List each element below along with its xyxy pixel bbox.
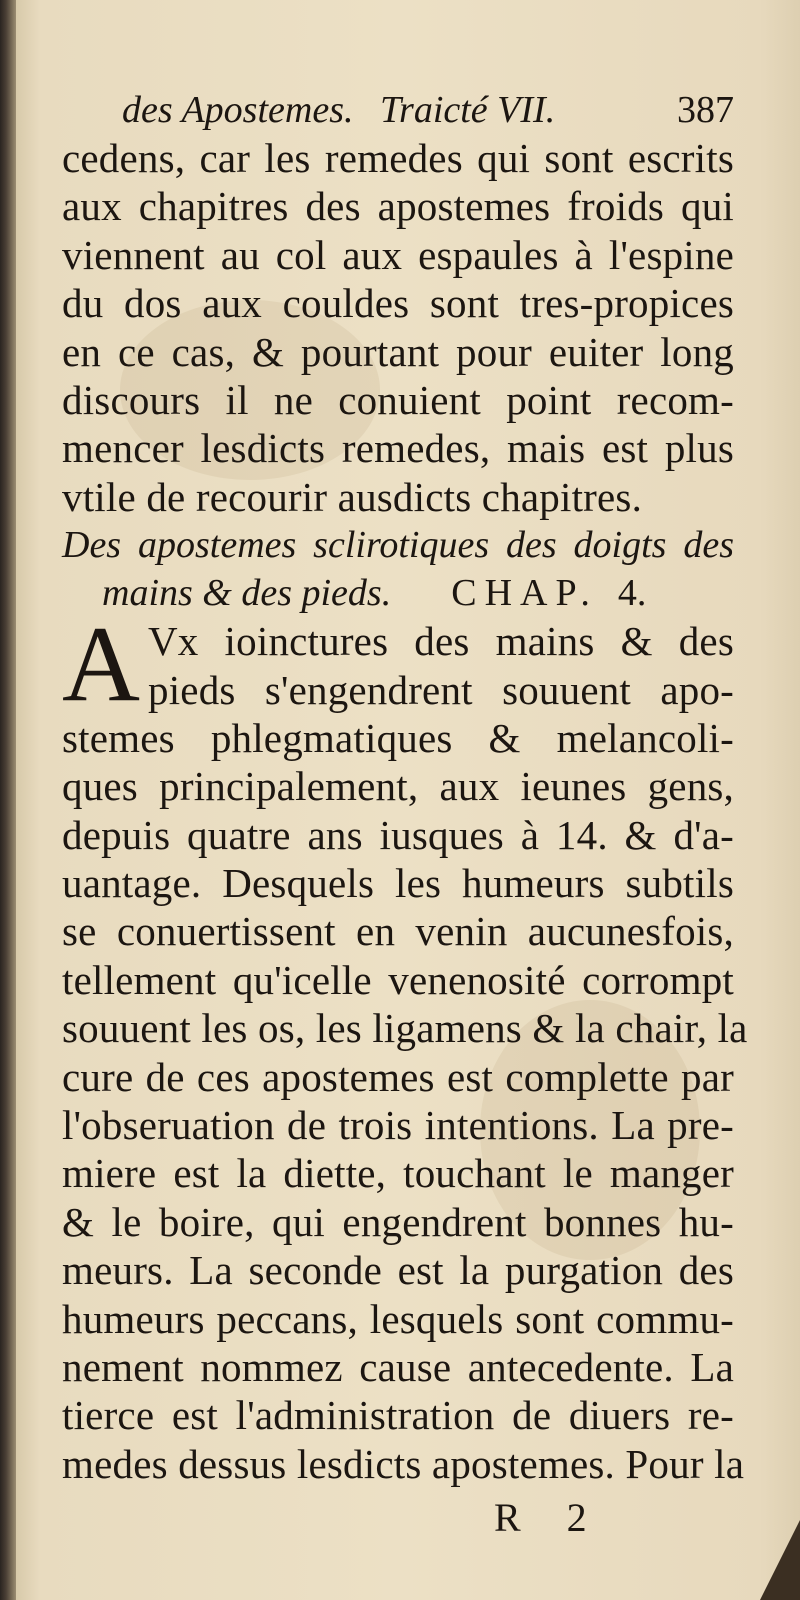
text-line: tierce est l'administration de diuers re- [62,1392,734,1439]
text-line: depuis quatre ans iusques à 14. & d'a- [62,811,734,858]
chapter-heading-text: mains & des pieds. [102,572,392,615]
page-number: 387 [677,89,734,131]
running-head-title: Traicté VII. [380,89,556,131]
text-line: ques principalement, aux ieunes gens, [62,763,734,810]
page-corner-shadow [760,1520,800,1600]
text-line: stemes phlegmatiques & melancoli- [62,714,734,761]
paragraph-chapter-4 [62,605,748,1488]
drop-cap: A [62,605,140,725]
text-line: medes dessus lesdicts apostemes. Pour la [62,1440,745,1487]
signature-mark: R 2 [494,1495,605,1540]
text-line: du dos aux couldes sont tres-propices [62,280,734,327]
chapter-heading-line [62,569,734,617]
text-line: aux chapitres des apostemes froids qui [62,183,734,230]
text-line: en ce cas, & pourtant pour euiter long [62,328,734,375]
chapter-number: 4. [617,572,647,615]
text-line: humeurs peccans, lesquels sont commu- [62,1295,734,1342]
chapter-label: CHAP. [451,572,598,615]
text-line: se conuertissent en venin aucunesfois, [62,908,734,955]
text-line: cedens, car les remedes qui sont escrits [62,135,734,181]
text-line: vtile de recourir ausdicts chapitres. [62,473,643,520]
text-line: l'obseruation de trois intentions. La pre- [62,1102,734,1149]
text-line: pieds s'engendrent souuent apo- [148,666,734,713]
text-line: souuent les os, les ligamens & la chair, la [62,1005,748,1052]
text-line: Vx ioinctures des mains & des [148,618,734,665]
text-block [62,86,748,1488]
running-head [62,86,734,134]
text-line: meurs. La seconde est la purgation des [62,1247,734,1294]
chapter-heading [62,521,734,617]
text-line: uantage. Desquels les humeurs subtils [62,860,734,907]
text-line: nement nommez cause antecedente. La [62,1343,734,1390]
chapter-heading-line: Des apostemes sclirotiques des doigts des [62,524,734,567]
running-head-left: des Apostemes. [122,89,354,131]
text-line: cure de ces apostemes est complette par [62,1053,734,1100]
text-line: & le boire, qui engendrent bonnes hu- [62,1198,734,1245]
text-line: viennent au col aux espaules à l'espine [62,231,734,278]
paragraph-continued [62,134,734,521]
text-line: discours il ne conuient point recom- [62,376,734,423]
book-spine-shadow [0,0,16,1600]
text-line: miere est la diette, touchant le manger [62,1150,734,1197]
text-line: mencer lesdicts remedes, mais est plus [62,425,734,472]
text-line: tellement qu'icelle venenosité corrompt [62,956,734,1003]
